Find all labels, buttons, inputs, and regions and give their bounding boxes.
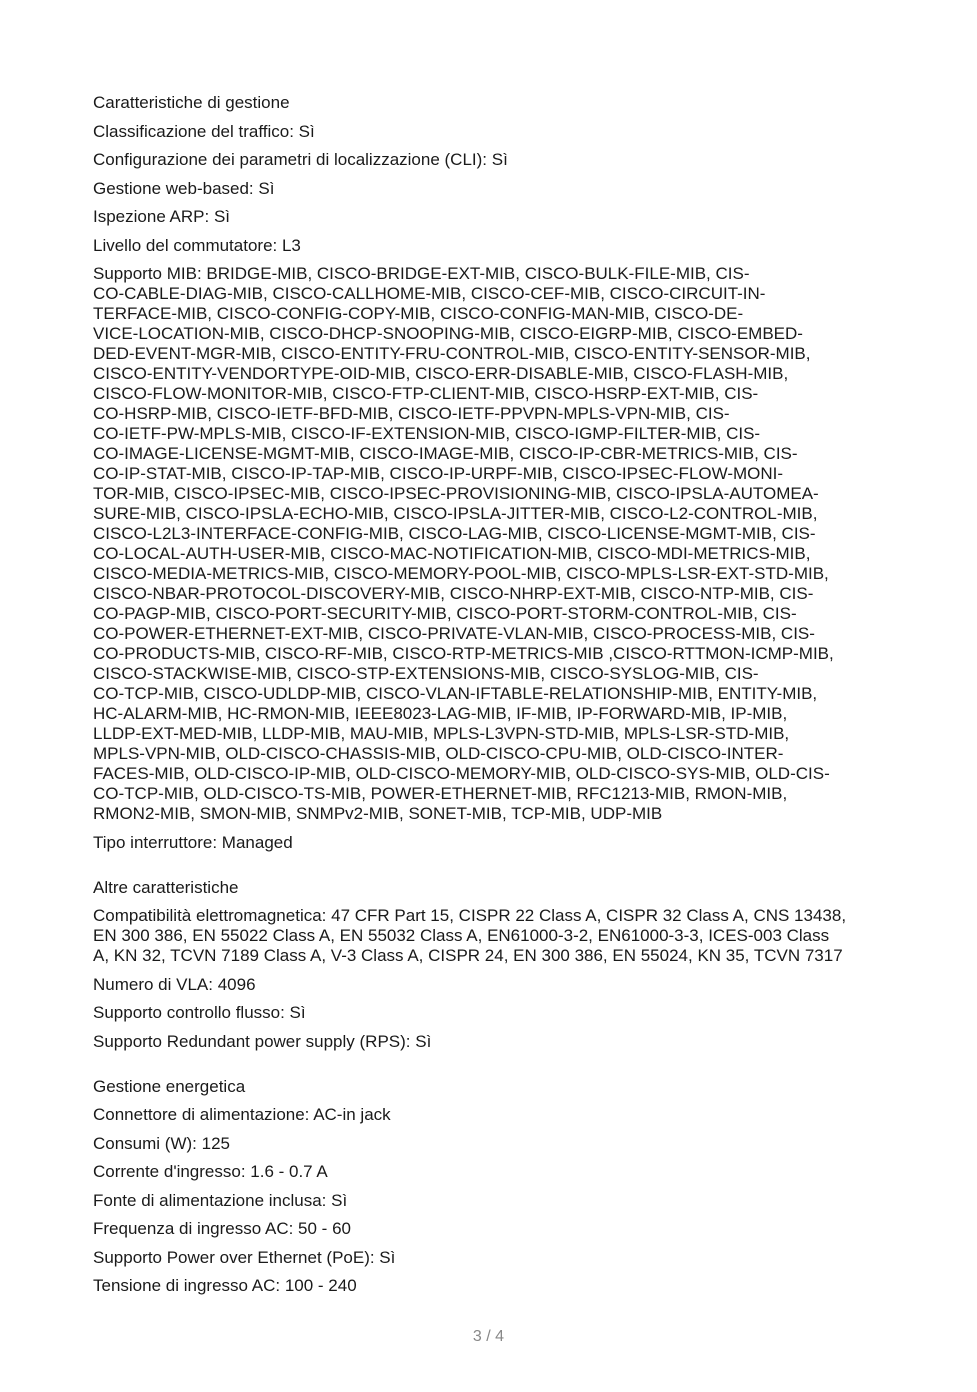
spec-row: Connettore di alimentazione: AC-in jack [93,1105,391,1124]
spec-row-mib-support: Supporto MIB: BRIDGE-MIB, CISCO-BRIDGE-EXT-MIB, CISCO-BULK-FILE-MIB, CIS- CO-CABLE-DIAG-MIB, CISCO-CALLHOME-MIB, CISCO-CEF-MIB, CISCO-CIRCUIT-IN- TERFACE-MIB, CISCO-CONFIG-COPY-MIB, CISCO-CONFIG-MAN-MIB, CISCO-DE- VICE-LOCATION-MIB, CISCO-DHCP-SNOOPING-MIB, CISCO-EIGRP-MIB, CISCO-EMBED- DED-EVENT-MGR-MIB, CISCO-ENTITY-FRU-CONTROL-MIB, CISCO-ENTITY-SENSOR-MIB, CISCO-ENTITY-VENDORTYPE-OID-MIB, CISCO-ERR-DISABLE-MIB, CISCO-FLASH-MIB, CISCO-FLOW-MONITOR-MIB, CISCO-FTP-CLIENT-MIB, CISCO-HSRP-EXT-MIB, CIS- CO-HSRP-MIB, CISCO-IETF-BFD-MIB, CISCO-IETF-PPVPN-MPLS-VPN-MIB, CIS- CO-IETF-PW-MPLS-MIB, CISCO-IF-EXTENSION-MIB, CISCO-IGMP-FILTER-MIB, CIS- CO-IMAGE-LICENSE-MGMT-MIB, CISCO-IMAGE-MIB, CISCO-IP-CBR-METRICS-MIB, CIS- CO-IP-STAT-MIB, CISCO-IP-TAP-MIB, CISCO-IP-URPF-MIB, CISCO-IPSEC-FLOW-MONI- TOR-MIB, CISCO-IPSEC-MIB, CISCO-IPSEC-PROVISIONING-MIB, CISCO-IPSLA-AUTOMEA- SURE-MIB, CISCO-IPSLA-ECHO-MIB, CISCO-IPSLA-JITTER-MIB, CISCO-L2-CONTROL-MIB, CISCO-L2L3-INTERFACE-CONFIG-MIB, CISCO-LAG-MIB, CISCO-LICENSE-MGMT-MIB, CIS- CO-LOCAL-AUTH-USER-MIB, CISCO-MAC-NOTIFICATION-MIB, CISCO-MDI-METRICS-MIB, CISCO-MEDIA-METRICS-MIB, CISCO-MEMORY-POOL-MIB, CISCO-MPLS-LSR-EXT-STD-MIB, CISCO-NBAR-PROTOCOL-DISCOVERY-MIB, CISCO-NHRP-EXT-MIB, CISCO-NTP-MIB, CIS- CO-PAGP-MIB, CISCO-PORT-SECURITY-MIB, CISCO-PORT-STORM-CONTROL-MIB, CIS- CO-POWER-ETHERNET-EXT-MIB, CISCO-PRIVATE-VLAN-MIB, CISCO-PROCESS-MIB, CIS- CO-PRODUCTS-MIB, CISCO-RF-MIB, CISCO-RTP-METRICS-MIB ,CISCO-RTTMON-ICMP-MIB, CISCO-STACKWISE-MIB, CISCO-STP-EXTENSIONS-MIB, CISCO-SYSLOG-MIB, CIS- CO-TCP-MIB, CISCO-UDLDP-MIB, CISCO-VLAN-IFTABLE-RELATIONSHIP-MIB, ENTITY-MIB, HC-ALARM-MIB, HC-RMON-MIB, IEEE8023-LAG-MIB, IF-MIB, IP-FORWARD-MIB, IP-MIB, LLDP-EXT-MED-MIB, LLDP-MIB, MAU-MIB, MPLS-L3VPN-STD-MIB, MPLS-LSR-STD-MIB, MPLS-VPN-MIB, OLD-CISCO-CHASSIS-MIB, OLD-CISCO-CPU-MIB, OLD-CISCO-INTER- FACES-MIB, OLD-CISCO-IP-MIB, OLD-CISCO-MEMORY-MIB, OLD-CISCO-SYS-MIB, OLD-CIS- CO-TCP-MIB, OLD-CISCO-TS-MIB, POWER-ETHERNET-MIB, RFC1213-MIB, RMON-MIB, RMON2-MIB, SMON-MIB, SNMPv2-MIB, SONET-MIB, TCP-MIB, UDP-MIB [93,264,834,823]
spec-row: Classificazione del traffico: Sì [93,121,315,141]
spec-row: Tipo interruttore: Managed [93,832,293,852]
page-number: 3 / 4 [472,1328,505,1345]
section-title: Altre caratteristiche [93,877,239,897]
spec-row: Tensione di ingresso AC: 100 - 240 [93,1276,357,1295]
spec-row: Configurazione dei parametri di localizzazione (CLI): Sì [93,150,508,169]
section-altre-caratteristiche [93,878,893,1052]
spec-row: Corrente d'ingresso: 1.6 - 0.7 A [93,1162,328,1181]
spec-row: Livello del commutatore: L3 [93,235,301,255]
spec-row: Supporto Power over Ethernet (PoE): Sì [93,1247,396,1267]
spec-row-emc: Compatibilità elettromagnetica: 47 CFR Part 15, CISPR 22 Class A, CISPR 32 Class A, CNS 13438, EN 300 386, EN 55022 Class A, EN 55032 Class A, EN61000-3-2, EN61000-3-3, ICES-003 Class A, KN 32, TCVN 7189 Class A, V-3 Class A, CISPR 24, EN 300 386, EN 55024, KN 35, TCVN 7317 [93,906,847,965]
spec-row: Supporto controllo flusso: Sì [93,1003,306,1022]
section-title: Caratteristiche di gestione [93,93,290,112]
section-gestione-energetica [93,1077,893,1297]
spec-row: Numero di VLA: 4096 [93,974,256,994]
spec-row: Ispezione ARP: Sì [93,207,231,226]
document-page [93,93,893,1321]
spec-row: Gestione web-based: Sì [93,178,275,198]
spec-row: Consumi (W): 125 [93,1133,230,1153]
section-title: Gestione energetica [93,1076,246,1096]
spec-row: Frequenza di ingresso AC: 50 - 60 [93,1219,351,1238]
spec-row: Supporto Redundant power supply (RPS): Sì [93,1031,432,1051]
section-caratteristiche-di-gestione [93,93,893,853]
spec-row: Fonte di alimentazione inclusa: Sì [93,1190,348,1210]
